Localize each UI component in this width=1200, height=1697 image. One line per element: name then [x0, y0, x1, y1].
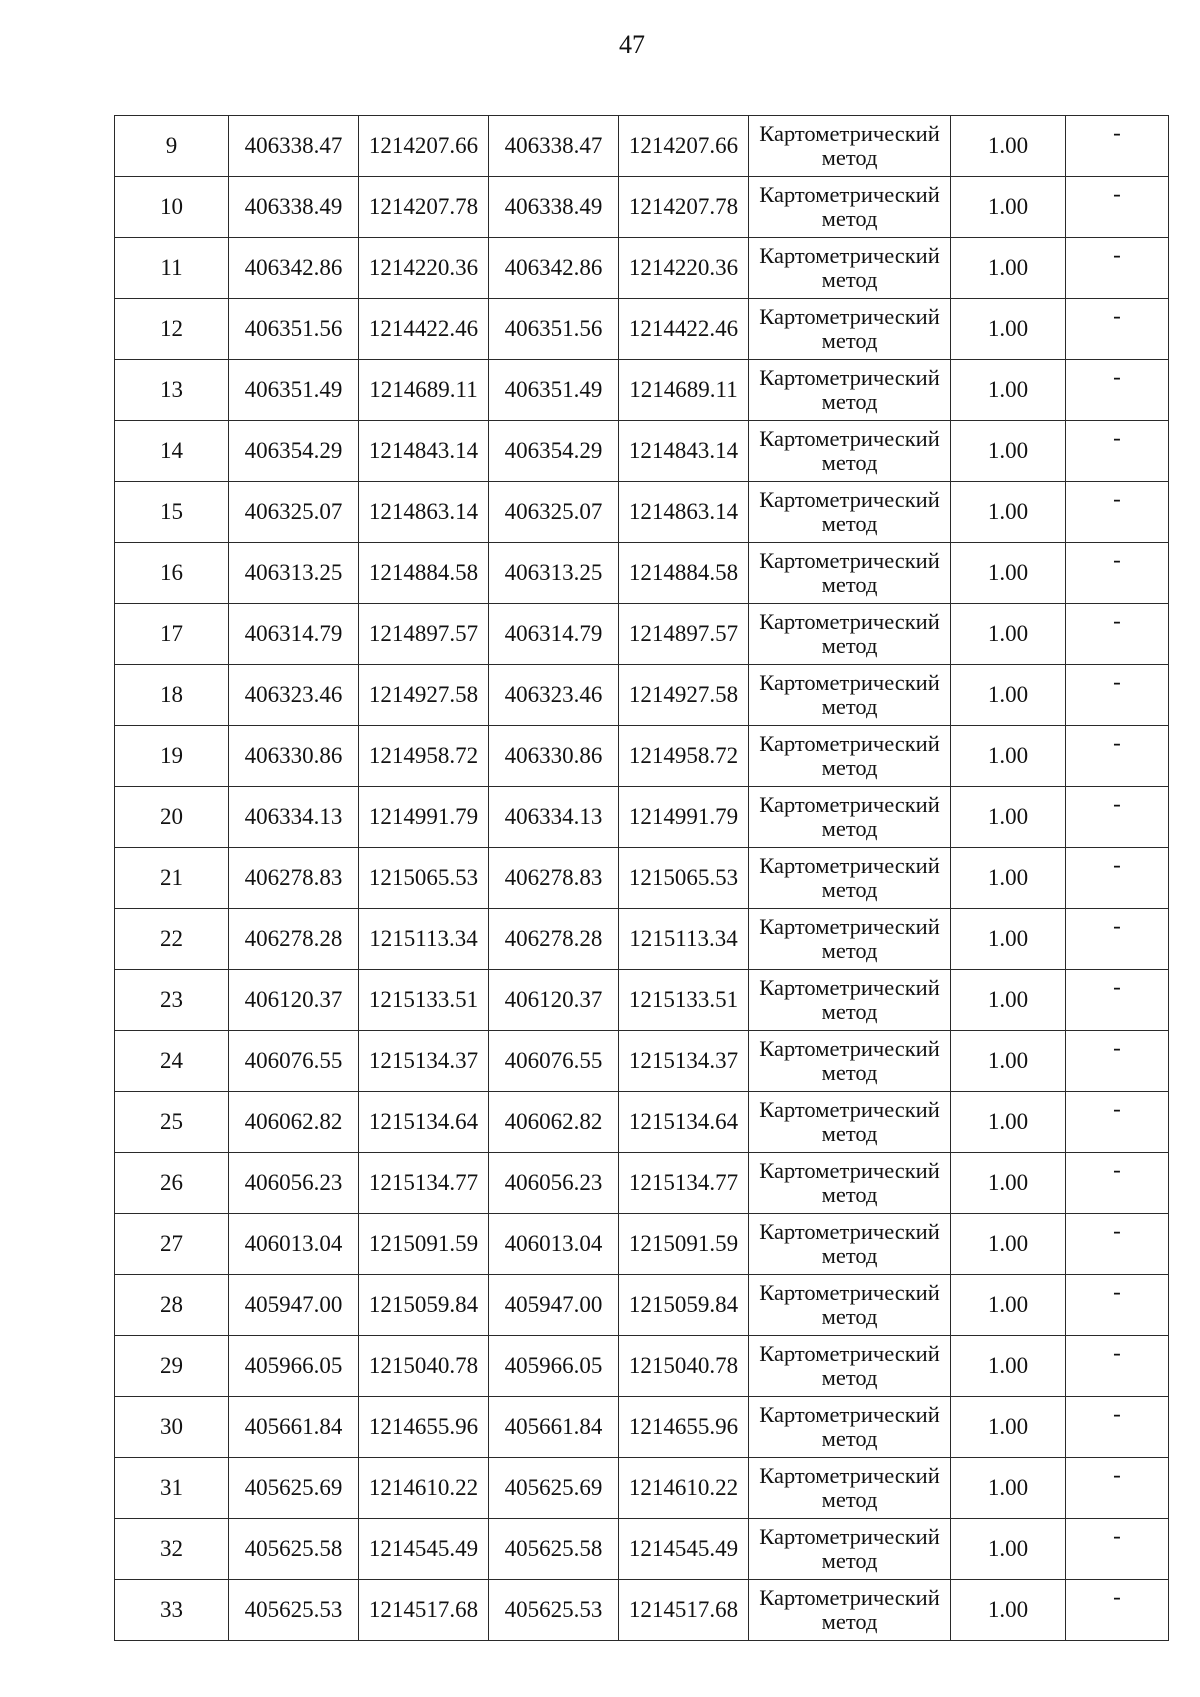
note-cell: -: [1066, 1458, 1169, 1519]
method-line-2: метод: [821, 389, 878, 414]
x-coordinate-existing-cell: 405947.00: [229, 1275, 359, 1336]
x-coordinate-existing-cell: 406013.04: [229, 1214, 359, 1275]
y-coordinate-existing-cell: 1214220.36: [359, 238, 489, 299]
method-line-1: Картометрический: [759, 1097, 940, 1122]
method-cell: [749, 1336, 951, 1397]
x-coordinate-existing-cell: 406120.37: [229, 970, 359, 1031]
y-coordinate-new-cell: 1214610.22: [619, 1458, 749, 1519]
y-coordinate-new-cell: 1214545.49: [619, 1519, 749, 1580]
y-coordinate-existing-cell: 1214863.14: [359, 482, 489, 543]
method-cell: [749, 238, 951, 299]
x-coordinate-existing-cell: 406354.29: [229, 421, 359, 482]
method-line-2: метод: [821, 999, 878, 1024]
y-coordinate-existing-cell: 1215134.64: [359, 1092, 489, 1153]
table-row: [115, 604, 1169, 665]
method-line-1: Картометрический: [759, 243, 940, 268]
x-coordinate-new-cell: 405966.05: [489, 1336, 619, 1397]
x-coordinate-existing-cell: 406314.79: [229, 604, 359, 665]
method-line-1: Картометрический: [759, 1402, 940, 1427]
method-line-2: метод: [821, 1243, 878, 1268]
method-cell: [749, 1458, 951, 1519]
accuracy-cell: 1.00: [951, 238, 1066, 299]
note-cell: -: [1066, 604, 1169, 665]
point-number-cell: 24: [115, 1031, 229, 1092]
method-line-1: Картометрический: [759, 182, 940, 207]
x-coordinate-new-cell: 406278.83: [489, 848, 619, 909]
x-coordinate-existing-cell: 405661.84: [229, 1397, 359, 1458]
method-line-1: Картометрический: [759, 1463, 940, 1488]
method-cell: [749, 360, 951, 421]
y-coordinate-existing-cell: 1214422.46: [359, 299, 489, 360]
y-coordinate-existing-cell: 1214207.78: [359, 177, 489, 238]
y-coordinate-new-cell: 1215059.84: [619, 1275, 749, 1336]
y-coordinate-new-cell: 1214897.57: [619, 604, 749, 665]
method-line-2: метод: [821, 1487, 878, 1512]
y-coordinate-existing-cell: 1214610.22: [359, 1458, 489, 1519]
y-coordinate-existing-cell: 1214843.14: [359, 421, 489, 482]
table-row: [115, 299, 1169, 360]
accuracy-cell: 1.00: [951, 543, 1066, 604]
note-cell: -: [1066, 543, 1169, 604]
point-number-cell: 30: [115, 1397, 229, 1458]
y-coordinate-existing-cell: 1214655.96: [359, 1397, 489, 1458]
accuracy-cell: 1.00: [951, 1580, 1066, 1641]
method-line-1: Картометрический: [759, 1341, 940, 1366]
y-coordinate-new-cell: 1214689.11: [619, 360, 749, 421]
point-number-cell: 17: [115, 604, 229, 665]
x-coordinate-new-cell: 405661.84: [489, 1397, 619, 1458]
table-row: [115, 909, 1169, 970]
y-coordinate-existing-cell: 1214927.58: [359, 665, 489, 726]
point-number-cell: 16: [115, 543, 229, 604]
point-number-cell: 33: [115, 1580, 229, 1641]
x-coordinate-new-cell: 406330.86: [489, 726, 619, 787]
accuracy-cell: 1.00: [951, 482, 1066, 543]
x-coordinate-new-cell: 405625.58: [489, 1519, 619, 1580]
method-line-2: метод: [821, 1365, 878, 1390]
method-cell: [749, 1153, 951, 1214]
point-number-cell: 15: [115, 482, 229, 543]
y-coordinate-existing-cell: 1215059.84: [359, 1275, 489, 1336]
method-line-2: метод: [821, 1426, 878, 1451]
method-line-2: метод: [821, 755, 878, 780]
x-coordinate-existing-cell: 406325.07: [229, 482, 359, 543]
method-line-2: метод: [821, 328, 878, 353]
method-line-2: метод: [821, 1060, 878, 1085]
table-row: [115, 177, 1169, 238]
note-cell: -: [1066, 848, 1169, 909]
point-number-cell: 10: [115, 177, 229, 238]
method-line-2: метод: [821, 938, 878, 963]
method-cell: [749, 1519, 951, 1580]
note-cell: -: [1066, 1397, 1169, 1458]
x-coordinate-existing-cell: 406278.28: [229, 909, 359, 970]
coordinates-table-container: [114, 115, 1169, 1641]
y-coordinate-existing-cell: 1215113.34: [359, 909, 489, 970]
table-row: [115, 787, 1169, 848]
table-row: [115, 970, 1169, 1031]
x-coordinate-existing-cell: 405966.05: [229, 1336, 359, 1397]
y-coordinate-existing-cell: 1215133.51: [359, 970, 489, 1031]
y-coordinate-new-cell: 1214927.58: [619, 665, 749, 726]
table-row: [115, 360, 1169, 421]
y-coordinate-new-cell: 1214863.14: [619, 482, 749, 543]
note-cell: -: [1066, 1519, 1169, 1580]
x-coordinate-existing-cell: 406323.46: [229, 665, 359, 726]
method-cell: [749, 177, 951, 238]
method-cell: [749, 665, 951, 726]
y-coordinate-new-cell: 1214207.78: [619, 177, 749, 238]
x-coordinate-new-cell: 406056.23: [489, 1153, 619, 1214]
method-line-2: метод: [821, 145, 878, 170]
accuracy-cell: 1.00: [951, 604, 1066, 665]
y-coordinate-new-cell: 1214843.14: [619, 421, 749, 482]
point-number-cell: 25: [115, 1092, 229, 1153]
point-number-cell: 23: [115, 970, 229, 1031]
y-coordinate-existing-cell: 1214991.79: [359, 787, 489, 848]
y-coordinate-new-cell: 1214517.68: [619, 1580, 749, 1641]
table-row: [115, 482, 1169, 543]
table-row: [115, 1336, 1169, 1397]
note-cell: -: [1066, 970, 1169, 1031]
table-row: [115, 1092, 1169, 1153]
x-coordinate-existing-cell: 406278.83: [229, 848, 359, 909]
table-row: [115, 1214, 1169, 1275]
method-cell: [749, 604, 951, 665]
method-line-1: Картометрический: [759, 426, 940, 451]
method-cell: [749, 848, 951, 909]
y-coordinate-new-cell: 1215040.78: [619, 1336, 749, 1397]
page-number: 47: [619, 30, 645, 59]
accuracy-cell: 1.00: [951, 177, 1066, 238]
x-coordinate-new-cell: 406351.56: [489, 299, 619, 360]
y-coordinate-existing-cell: 1214884.58: [359, 543, 489, 604]
method-cell: [749, 787, 951, 848]
x-coordinate-new-cell: 406314.79: [489, 604, 619, 665]
method-line-1: Картометрический: [759, 1036, 940, 1061]
method-cell: [749, 543, 951, 604]
note-cell: -: [1066, 482, 1169, 543]
method-line-2: метод: [821, 694, 878, 719]
y-coordinate-new-cell: 1215134.77: [619, 1153, 749, 1214]
note-cell: -: [1066, 1153, 1169, 1214]
x-coordinate-new-cell: 406313.25: [489, 543, 619, 604]
method-line-2: метод: [821, 1304, 878, 1329]
point-number-cell: 31: [115, 1458, 229, 1519]
x-coordinate-existing-cell: 406351.56: [229, 299, 359, 360]
x-coordinate-existing-cell: 406056.23: [229, 1153, 359, 1214]
point-number-cell: 12: [115, 299, 229, 360]
note-cell: -: [1066, 1336, 1169, 1397]
coordinates-table: [114, 115, 1169, 1641]
note-cell: -: [1066, 726, 1169, 787]
point-number-cell: 29: [115, 1336, 229, 1397]
x-coordinate-existing-cell: 406330.86: [229, 726, 359, 787]
table-row: [115, 1153, 1169, 1214]
x-coordinate-existing-cell: 406062.82: [229, 1092, 359, 1153]
method-cell: [749, 1397, 951, 1458]
y-coordinate-new-cell: 1215113.34: [619, 909, 749, 970]
point-number-cell: 18: [115, 665, 229, 726]
y-coordinate-new-cell: 1214884.58: [619, 543, 749, 604]
x-coordinate-new-cell: 406351.49: [489, 360, 619, 421]
method-line-2: метод: [821, 267, 878, 292]
table-row: [115, 116, 1169, 177]
y-coordinate-new-cell: 1215065.53: [619, 848, 749, 909]
point-number-cell: 13: [115, 360, 229, 421]
x-coordinate-new-cell: 405947.00: [489, 1275, 619, 1336]
method-cell: [749, 1092, 951, 1153]
method-line-1: Картометрический: [759, 792, 940, 817]
method-cell: [749, 970, 951, 1031]
accuracy-cell: 1.00: [951, 726, 1066, 787]
x-coordinate-new-cell: 406323.46: [489, 665, 619, 726]
method-line-1: Картометрический: [759, 609, 940, 634]
x-coordinate-existing-cell: 405625.58: [229, 1519, 359, 1580]
x-coordinate-new-cell: 405625.69: [489, 1458, 619, 1519]
y-coordinate-existing-cell: 1215134.77: [359, 1153, 489, 1214]
method-line-1: Картометрический: [759, 853, 940, 878]
method-line-1: Картометрический: [759, 121, 940, 146]
y-coordinate-new-cell: 1214422.46: [619, 299, 749, 360]
accuracy-cell: 1.00: [951, 787, 1066, 848]
accuracy-cell: 1.00: [951, 421, 1066, 482]
note-cell: -: [1066, 421, 1169, 482]
method-line-2: метод: [821, 1182, 878, 1207]
x-coordinate-new-cell: 406338.49: [489, 177, 619, 238]
note-cell: -: [1066, 1214, 1169, 1275]
point-number-cell: 32: [115, 1519, 229, 1580]
point-number-cell: 19: [115, 726, 229, 787]
x-coordinate-new-cell: 406334.13: [489, 787, 619, 848]
method-line-2: метод: [821, 206, 878, 231]
accuracy-cell: 1.00: [951, 1458, 1066, 1519]
table-row: [115, 543, 1169, 604]
x-coordinate-new-cell: 405625.53: [489, 1580, 619, 1641]
y-coordinate-existing-cell: 1214207.66: [359, 116, 489, 177]
note-cell: -: [1066, 1031, 1169, 1092]
method-line-1: Картометрический: [759, 548, 940, 573]
y-coordinate-existing-cell: 1214897.57: [359, 604, 489, 665]
table-body: [115, 116, 1169, 1641]
table-row: [115, 726, 1169, 787]
x-coordinate-existing-cell: 406338.49: [229, 177, 359, 238]
method-cell: [749, 1031, 951, 1092]
note-cell: -: [1066, 787, 1169, 848]
accuracy-cell: 1.00: [951, 848, 1066, 909]
method-cell: [749, 299, 951, 360]
point-number-cell: 22: [115, 909, 229, 970]
x-coordinate-new-cell: 406278.28: [489, 909, 619, 970]
accuracy-cell: 1.00: [951, 1214, 1066, 1275]
table-row: [115, 848, 1169, 909]
y-coordinate-new-cell: 1214655.96: [619, 1397, 749, 1458]
method-line-2: метод: [821, 511, 878, 536]
note-cell: -: [1066, 177, 1169, 238]
x-coordinate-existing-cell: 406338.47: [229, 116, 359, 177]
accuracy-cell: 1.00: [951, 299, 1066, 360]
note-cell: -: [1066, 1580, 1169, 1641]
x-coordinate-new-cell: 406120.37: [489, 970, 619, 1031]
point-number-cell: 9: [115, 116, 229, 177]
x-coordinate-new-cell: 406338.47: [489, 116, 619, 177]
method-line-2: метод: [821, 450, 878, 475]
accuracy-cell: 1.00: [951, 116, 1066, 177]
method-line-2: метод: [821, 877, 878, 902]
table-row: [115, 421, 1169, 482]
method-line-1: Картометрический: [759, 1524, 940, 1549]
note-cell: -: [1066, 116, 1169, 177]
accuracy-cell: 1.00: [951, 360, 1066, 421]
accuracy-cell: 1.00: [951, 970, 1066, 1031]
table-row: [115, 1275, 1169, 1336]
method-line-2: метод: [821, 1548, 878, 1573]
table-row: [115, 1580, 1169, 1641]
method-line-1: Картометрический: [759, 670, 940, 695]
table-row: [115, 1458, 1169, 1519]
x-coordinate-new-cell: 406013.04: [489, 1214, 619, 1275]
method-cell: [749, 909, 951, 970]
accuracy-cell: 1.00: [951, 1519, 1066, 1580]
accuracy-cell: 1.00: [951, 1397, 1066, 1458]
accuracy-cell: 1.00: [951, 1031, 1066, 1092]
point-number-cell: 11: [115, 238, 229, 299]
table-row: [115, 1519, 1169, 1580]
method-line-1: Картометрический: [759, 1219, 940, 1244]
accuracy-cell: 1.00: [951, 665, 1066, 726]
x-coordinate-existing-cell: 406342.86: [229, 238, 359, 299]
table-row: [115, 1031, 1169, 1092]
method-line-2: метод: [821, 1609, 878, 1634]
note-cell: -: [1066, 909, 1169, 970]
method-line-1: Картометрический: [759, 1158, 940, 1183]
y-coordinate-existing-cell: 1215065.53: [359, 848, 489, 909]
y-coordinate-new-cell: 1215133.51: [619, 970, 749, 1031]
method-line-2: метод: [821, 633, 878, 658]
note-cell: -: [1066, 299, 1169, 360]
point-number-cell: 21: [115, 848, 229, 909]
method-cell: [749, 726, 951, 787]
x-coordinate-new-cell: 406325.07: [489, 482, 619, 543]
method-line-1: Картометрический: [759, 1280, 940, 1305]
note-cell: -: [1066, 360, 1169, 421]
method-line-1: Картометрический: [759, 365, 940, 390]
method-cell: [749, 1580, 951, 1641]
note-cell: -: [1066, 238, 1169, 299]
point-number-cell: 28: [115, 1275, 229, 1336]
point-number-cell: 20: [115, 787, 229, 848]
y-coordinate-existing-cell: 1214958.72: [359, 726, 489, 787]
point-number-cell: 26: [115, 1153, 229, 1214]
method-line-2: метод: [821, 1121, 878, 1146]
point-number-cell: 27: [115, 1214, 229, 1275]
method-cell: [749, 1214, 951, 1275]
x-coordinate-existing-cell: 405625.53: [229, 1580, 359, 1641]
note-cell: -: [1066, 1275, 1169, 1336]
x-coordinate-new-cell: 406076.55: [489, 1031, 619, 1092]
note-cell: -: [1066, 665, 1169, 726]
y-coordinate-new-cell: 1215091.59: [619, 1214, 749, 1275]
y-coordinate-new-cell: 1214220.36: [619, 238, 749, 299]
method-cell: [749, 482, 951, 543]
accuracy-cell: 1.00: [951, 1092, 1066, 1153]
method-cell: [749, 116, 951, 177]
x-coordinate-new-cell: 406342.86: [489, 238, 619, 299]
method-line-1: Картометрический: [759, 731, 940, 756]
accuracy-cell: 1.00: [951, 909, 1066, 970]
y-coordinate-existing-cell: 1214689.11: [359, 360, 489, 421]
x-coordinate-existing-cell: 406313.25: [229, 543, 359, 604]
method-line-1: Картометрический: [759, 304, 940, 329]
y-coordinate-new-cell: 1215134.37: [619, 1031, 749, 1092]
table-row: [115, 238, 1169, 299]
method-cell: [749, 1275, 951, 1336]
y-coordinate-existing-cell: 1215134.37: [359, 1031, 489, 1092]
method-line-1: Картометрический: [759, 914, 940, 939]
table-row: [115, 1397, 1169, 1458]
note-cell: -: [1066, 1092, 1169, 1153]
accuracy-cell: 1.00: [951, 1336, 1066, 1397]
y-coordinate-new-cell: 1214958.72: [619, 726, 749, 787]
method-line-1: Картометрический: [759, 487, 940, 512]
method-cell: [749, 421, 951, 482]
method-line-1: Картометрический: [759, 975, 940, 1000]
x-coordinate-existing-cell: 406076.55: [229, 1031, 359, 1092]
accuracy-cell: 1.00: [951, 1275, 1066, 1336]
x-coordinate-existing-cell: 406351.49: [229, 360, 359, 421]
x-coordinate-new-cell: 406354.29: [489, 421, 619, 482]
x-coordinate-existing-cell: 406334.13: [229, 787, 359, 848]
point-number-cell: 14: [115, 421, 229, 482]
x-coordinate-new-cell: 406062.82: [489, 1092, 619, 1153]
method-line-2: метод: [821, 816, 878, 841]
method-line-2: метод: [821, 572, 878, 597]
y-coordinate-new-cell: 1214991.79: [619, 787, 749, 848]
y-coordinate-existing-cell: 1214545.49: [359, 1519, 489, 1580]
accuracy-cell: 1.00: [951, 1153, 1066, 1214]
y-coordinate-existing-cell: 1215091.59: [359, 1214, 489, 1275]
y-coordinate-existing-cell: 1215040.78: [359, 1336, 489, 1397]
x-coordinate-existing-cell: 405625.69: [229, 1458, 359, 1519]
y-coordinate-new-cell: 1214207.66: [619, 116, 749, 177]
y-coordinate-existing-cell: 1214517.68: [359, 1580, 489, 1641]
method-line-1: Картометрический: [759, 1585, 940, 1610]
table-row: [115, 665, 1169, 726]
y-coordinate-new-cell: 1215134.64: [619, 1092, 749, 1153]
